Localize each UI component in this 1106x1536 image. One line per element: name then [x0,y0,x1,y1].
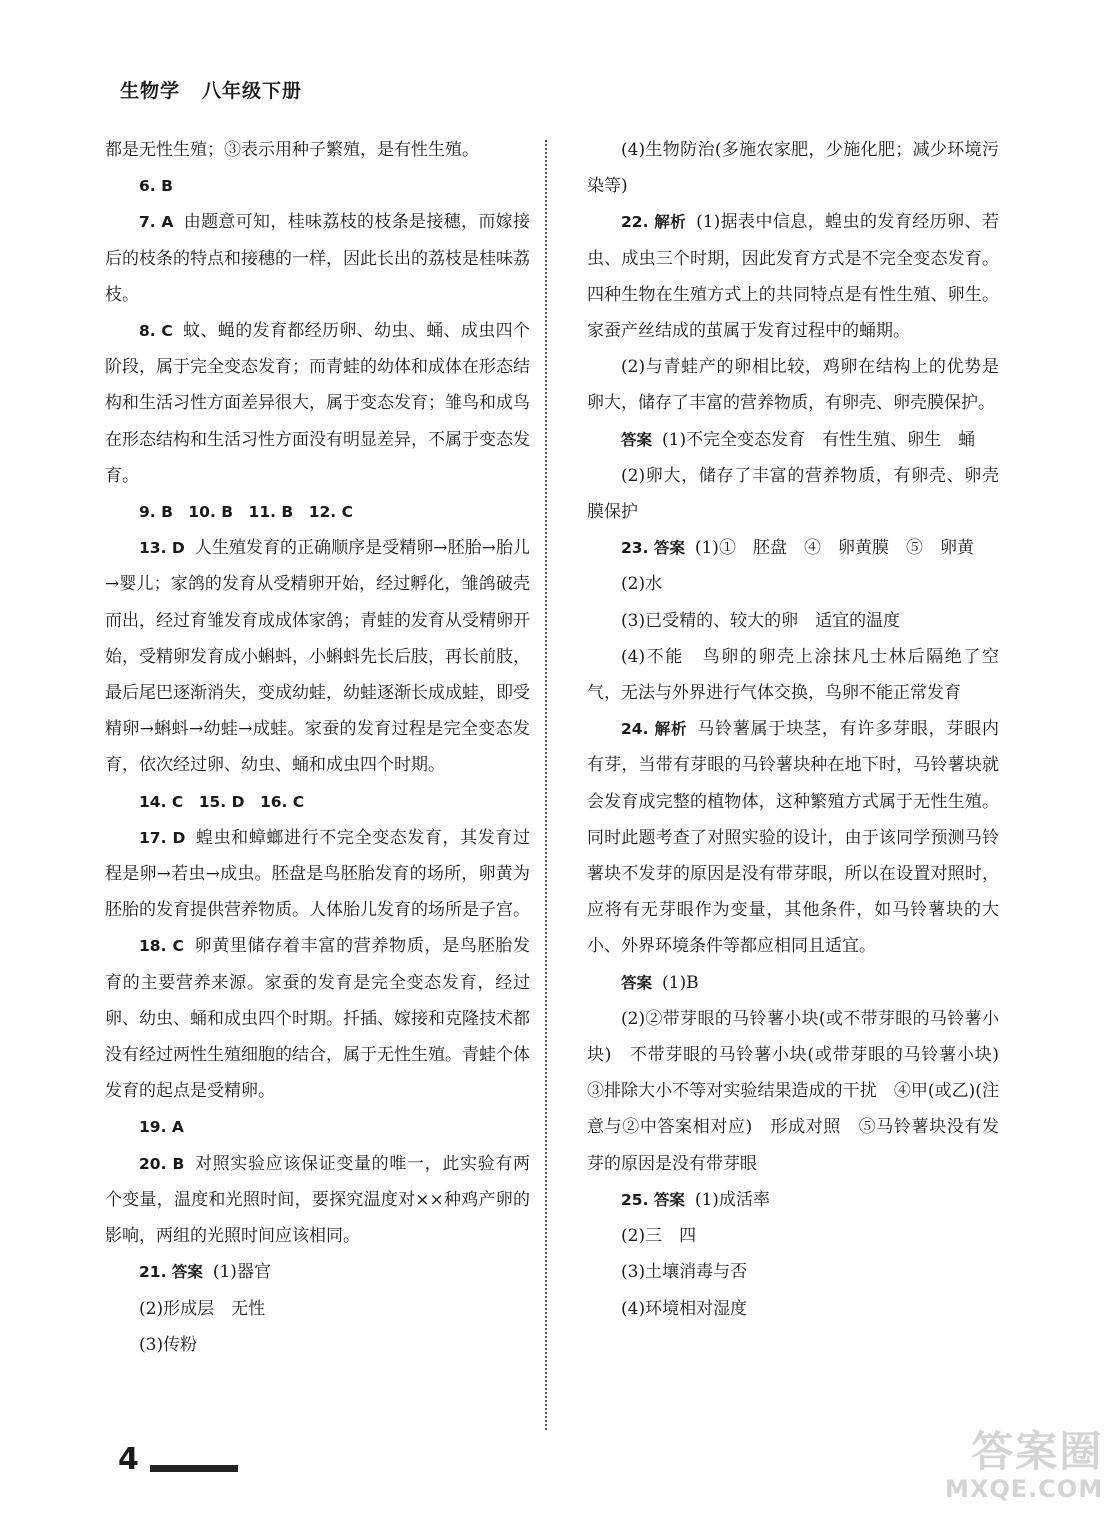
answer-paragraph [587,965,999,1001]
question-label: 20. B [139,1154,185,1173]
question-label: 14. C 15. D 16. C [139,792,305,811]
answer-text: 都是无性生殖；③表示用种子繁殖，是有性生殖。 [105,140,479,160]
question-label: 21. 答案 [139,1263,203,1282]
answer-text: (2)三 四 [621,1226,697,1247]
question-label: 13. D [139,539,185,558]
answer-paragraph [105,928,530,1109]
answer-text: 蝗虫和蟑螂进行不完全变态发育，其发育过程是卵→若虫→成虫。胚盘是鸟胚胎发育的场所，卵黄为胚胎的发育提供营养物质。人体胎儿发育的场所是子宫。 [105,827,530,921]
watermark-main: 答案圈 [971,1427,1104,1476]
header-subject: 生物学 [120,80,181,102]
left-answer-column [105,132,530,1363]
answer-text: (2)形成层 无性 [139,1298,266,1319]
answer-text: (4)不能 鸟卵的卵壳上涂抹凡士林后隔绝了空气，无法与外界进行气体交换，鸟卵不能正常发育 [587,646,999,704]
question-label: 19. A [139,1118,184,1137]
answer-paragraph [587,603,999,639]
answer-paragraph [587,1001,1016,1182]
answer-paragraph [105,204,530,313]
question-label: 17. D [139,828,186,847]
answer-paragraph [105,1146,530,1255]
answer-text: (3)土壤消毒与否 [621,1262,748,1283]
watermark-logo [945,1428,1103,1502]
question-label: 6. B [139,177,173,196]
answer-paragraph [587,1182,999,1218]
answer-text: (2)与青蛙产的卵相比较，鸡卵在结构上的优势是卵大，储存了丰富的营养物质，有卵壳、卵壳膜保护。 [587,357,999,414]
answer-text: 对照实验应该保证变量的唯一，此实验有两个变量，温度和光照时间，要探究温度对××种鸡产卵的影响，两组的光照时间应该相同。 [105,1153,531,1247]
answer-paragraph [105,1291,530,1327]
question-label: 25. 答案 [621,1190,685,1209]
header-grade: 八年级下册 [202,80,303,102]
answer-text: (3)已受精的、较大的卵 适宜的温度 [621,610,901,631]
answer-text: (3)传粉 [139,1334,198,1355]
answer-paragraph [587,132,999,204]
question-label: 18. C [139,937,184,956]
question-label: 24. 解析 [621,720,688,739]
answer-paragraph [587,566,999,602]
answer-text: (2)②带芽眼的马铃薯小块(或不带芽眼的马铃薯小块) 不带芽眼的马铃薯小块(或带芽眼的马铃薯小块) ③排除大小不等对实验结果造成的干扰 ④甲(或乙)(注意与②中答案相对应) 形成对照 ⑤马铃薯块没有发芽的原因是没有带芽眼 [587,1008,1016,1174]
question-label: 9. B 10. B 11. B 12. C [139,503,353,522]
answer-text: (4)生物防治(多施农家肥，少施化肥；减少环境污染等) [587,140,999,197]
answer-paragraph [587,1291,999,1327]
answer-paragraph [105,784,530,820]
answer-text: 由题意可知，桂味荔枝的枝条是接穗，而嫁接后的枝条的特点和接穗的一样，因此长出的荔枝是桂味荔枝。 [105,212,530,305]
answer-paragraph [105,494,530,530]
answer-paragraph [105,1254,530,1290]
answer-paragraph [105,1109,530,1145]
answer-text: (2)卵大，储存了丰富的营养物质，有卵壳、卵壳膜保护 [587,465,999,523]
answer-paragraph [105,820,530,929]
answer-paragraph [587,711,999,964]
answer-paragraph [587,1218,999,1254]
answer-text: (1)不完全变态发育 有性生殖、卵生 蛹 [662,429,976,450]
answer-text: (1)器官 [212,1262,271,1283]
answer-paragraph [587,1254,999,1290]
book-header [120,76,302,103]
answer-text: 人生殖发育的正确顺序是受精卵→胚胎→胎儿→婴儿；家鸽的发育从受精卵开始，经过孵化，雏鸽破壳而出，经过育雏发育成成体家鸽；青蛙的发育从受精卵开始，受精卵发育成小蝌蚪，小蝌蚪先长后肢，再长前肢，最后尾巴逐渐消失，变成幼蛙，幼蛙逐渐长成成蛙，即受精卵→蝌蚪→幼蛙→成蛙。家蚕的发育过程是完全变态发育，依次经过卵、幼虫、蛹和成虫四个时期。 [105,538,530,776]
answer-paragraph [587,530,999,566]
question-label: 8. C [139,322,173,341]
answer-paragraph [587,639,999,711]
footer-bar [150,1465,238,1472]
answer-paragraph [105,313,530,494]
answer-paragraph [105,168,530,204]
answer-paragraph [105,132,530,168]
answer-paragraph [587,204,999,349]
question-label: 23. 答案 [621,539,685,558]
answer-text: (1)据表中信息，蝗虫的发育经历卵、若虫、成虫三个时期，因此发育方式是不完全变态发育。四种生物在生殖方式上的共同特点是有性生殖、卵生。家蚕产丝结成的茧属于发育过程中的蛹期。 [587,212,999,342]
answer-text: 马铃薯属于块茎，有许多芽眼，芽眼内有芽，当带有芽眼的马铃薯块种在地下时，马铃薯块就会发育成完整的植物体，这种繁殖方式属于无性生殖。同时此题考查了对照实验的设计，由于该同学预测马铃薯块不发芽的原因是没有带芽眼，所以在设置对照时，应将有无芽眼作为变量，其他条件，如马铃薯块的大小、外界环境条件等都应相同且适宜。 [587,719,999,957]
answer-paragraph [587,349,999,421]
answer-paragraph [587,458,999,530]
answer-text: 蚊、蝇的发育都经历卵、幼虫、蛹、成虫四个阶段，属于完全变态发育；而青蛙的幼体和成体在形态结构和生活习性方面差异很大，属于变态发育；雏鸟和成鸟在形态结构和生活习性方面没有明显差异，不属于变态发育。 [105,321,530,486]
right-answer-column [587,132,1016,1327]
question-label: 7. A [139,213,174,232]
answer-paragraph [105,1327,530,1363]
answer-text: (2)水 [621,574,663,595]
question-label: 22. 解析 [621,213,687,232]
column-divider [545,140,547,1430]
answer-text: (1)① 胚盘 ④ 卵黄膜 ⑤ 卵黄 [694,538,974,559]
answer-text: (4)环境相对湿度 [621,1298,748,1319]
answer-paragraph [105,530,530,783]
question-label: 答案 [621,430,653,449]
watermark-sub: MXQE.COM [945,1475,1104,1503]
page-number: 4 [118,1442,139,1477]
answer-text: (1)B [662,972,699,993]
answer-paragraph [587,422,999,458]
answer-text: (1)成活率 [694,1189,770,1210]
answer-text: 卵黄里储存着丰富的营养物质，是鸟胚胎发育的主要营养来源。家蚕的发育是完全变态发育，经过卵、幼虫、蛹和成虫四个时期。扦插、嫁接和克隆技术都没有经过两性生殖细胞的结合，属于无性生殖。青蛙个体发育的起点是受精卵。 [105,936,530,1102]
question-label: 答案 [621,973,653,992]
